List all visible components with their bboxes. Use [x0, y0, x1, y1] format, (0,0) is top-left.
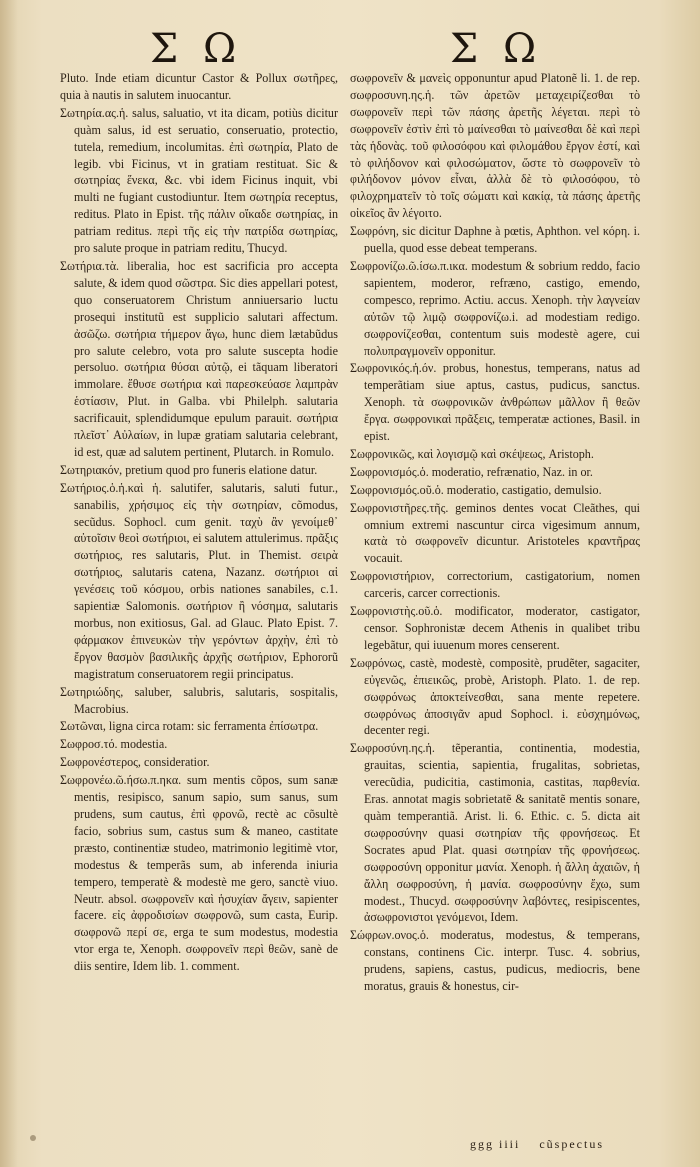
dictionary-entry: Σώφρων.ονος.ὁ. moderatus, modestus, & temperans, constans, continens Cic. interpr. Tusc. 4. sobrius, prudens, sapiens, castus, pudicus, mediocris, bene moratus, grauis & honestus, cir- — [350, 928, 640, 994]
dictionary-entry: Σωφρονιστήριον, correctorium, castigatorium, nomen carceris, carcer correctionis. — [350, 569, 640, 601]
catchword: cũspectus — [539, 1137, 604, 1151]
dictionary-entry: Σωφρόνως, castè, modestè, compositè, prudẽter, sagaciter, εὐγενῶς, ἐπιεικῶς, probè, Aristoph. Plato. 1. de rep. σωφρόνως ἀποκτείνεσθαι, sana mente repetere. σωφρόνως ἀποσιγᾶν apud Sophocl. i. εὐσχημόνως, decenter regi. — [350, 655, 640, 738]
right-column — [350, 70, 640, 995]
dictionary-entry: Σωφρονικῶς, καὶ λογισμῷ καὶ σκέψεως, Aristoph. — [350, 446, 594, 461]
dictionary-entry: Σωφρονιστῆρες.τῆς. geminos dentes vocat Cleãthes, qui omnium extremi nascuntur circa vigesimum annum, κατὰ τὸ σωφρονεῖν dicuntur. Aristoteles κραντῆρας vocauit. — [350, 500, 640, 566]
binding-shadow — [0, 0, 18, 1167]
dictionary-entry: Σωτήριος.ὁ.ἡ.καὶ ἡ. salutifer, salutaris, saluti futur., sanabilis, χρήσιμος εἰς τὴν σωτηρίαν, cõmodus, secũdus. Sophocl. cum genit. ταχὺ ἂν γενοίμεθ᾽ αὐτοῖσιν θεοὶ σωτήριοι, ei salutem attulerimus. πρᾶξις σωτήριος, res salutaris, Plut. in Themist. σειρὰ σωτήριος, salutaris catena, Nazanz. σωτήριοι αἱ γενέσεις τοῦ κόσμου, orbis nationes sanabiles, c.1. sapientiæ Salomonis. σωτήριον ἢ νόσημα, salutaris morbus, non exitiosus, Gal. ad Glauc. Plato Epist. 7. φάρμακον ἐπινευκὼν τὴν γερόντων ἀρχὴν, ἐπὶ τὸ ἔργον θασμὸν βασιλικῆς ἀρχῆς σωτήριον, Ephororũ magistratum conseruatorem regii principatus. — [60, 480, 338, 681]
dictionary-entry: Σωφρονίζω.ῶ.ίσω.π.ικα. modestum & sobrium reddo, facio sapientem, moderor, refræno, castigo, emendo, compesco, reprimo. Actiu. accus. Xenoph. τὴν λαγνείαν αὐτῶν τῷ λιμῷ σωφρονίζω.i. ad modestiam redigo. σωφρονίζεσθαι, contentum suis modestè agere, cui πολυπραγμονεῖν opponitur. — [350, 258, 640, 358]
dictionary-entry: Σωφρονέστερος, consideratior. — [60, 755, 210, 770]
dictionary-entry: σωφρονεῖν & μανεὶς opponuntur apud Platonẽ li. 1. de rep. σωφροσυνη.ης.ἡ. τῶν ἀρετῶν μεταχειρίζεσθαι τὸ σωφρονεῖν περὶ τῶν πάσης ἀρετῆς λέγεται. περὶ τὸ σωφρονεῖν ἐστὶν ἐπὶ τὸ μαίνεσθαι τὸ μαίνεσθαι δὲ καὶ περὶ τὰς ἡδονὰς. τοῦ φιλοσόφου καὶ φιλομάθου ἔργον ἐστί, καὶ τὸ φιλήδονον καὶ φιλοσώματον, ὥστε τὸ σωφρονεῖν τὸ φιλήδονον μόνον εἶναι, ἀλλὰ δὲ τὸ φιλοσόφου, τὸ φιλοχρηματεῖν τὸ τοῖς σώματι καὶ κακίᾳ, τὰ πάσης ἀρετῆς οἰκεῖος ἂν λέγοιτο. — [350, 71, 640, 221]
dictionary-entry: Σωφρονέω.ῶ.ήσω.π.ηκα. sum mentis cõpos, sum sanæ mentis, resipisco, sanum sapio, sum sanus, sum prudens, sum cautus, ἐπὶ φρονῶ, rectè ac cõsultè facio, sobrius sum, castus sum & maneo, castitate præsto, continentiæ studeo, matrimonio legitimè vtor, modestus & temperãs sum, ab inferenda iniuria tempero, temperatè & modestè me gero, sanctè viuo. Neutr. absol. σωφρονεῖν καὶ ἡσυχίαν ἄγειν, sapienter facere. εἰς ἀφροδισίων σωφρονῶ, sum casta, Eurip. σωφρονῶ περί σε, erga te sum modestus, modestia vtor erga te, Xenoph. σωφρονεῖν περὶ θεῶν, sanè de diis sentire, Idem lib. 1. comment. — [60, 773, 338, 974]
dictionary-entry: Σωφροσύνη.ης.ἡ. tẽperantia, continentia, modestia, grauitas, scientia, sapientia, frugalitas, sobrietas, verecũdia, pudicitia, castimonia, castitas, παρθενία. Eras. annotat magis sobrietatẽ & sanitatẽ mentis sonare, quàm temperantiã. Arist. li. 6. Ethic. c. 5. dicta ait σωφροσύνην quasi σωτηρίαν τῆς φρονήσεως. Et Socrates apud Plat. quasi σωτηρίαν τῆς φρονήσεως. σωφροσύνη opponitur μανία. Xenoph. ἡ ἄλλη ἀχαιῶν, ἡ ἄλλη σωφροσύνη, ἡ μανία. σωφροσύνην ἔχω, sum modest., Thucyd. σωφροσύνην λαβόντες, resipiscentes, ἀσωφρονιστοι γενόμενοι, Idem. — [350, 741, 640, 925]
dictionary-entry: Σωφρόνη, sic dicitur Daphne à pœtis, Aphthon. vel κόρη. i. puella, quod esse debeat temperans. — [350, 224, 640, 256]
dictionary-entry: Pluto. Inde etiam dicuntur Castor & Pollux σωτῆρες, quia à nautis in salutem inuocantur. — [60, 71, 338, 102]
dictionary-entry: Σωτηριακόν, pretium quod pro funeris elatione datur. — [60, 462, 318, 477]
page-footer — [470, 1137, 618, 1152]
dictionary-entry: Σωτῶναι, ligna circa rotam: sic ferramenta ἐπίσωτρα. — [60, 719, 319, 734]
signature-mark: ggg iiii — [470, 1137, 521, 1151]
running-head-right: Σ Ω — [450, 26, 543, 72]
dictionary-entry: Σωτηρία.ας.ἡ. salus, saluatio, vt ita dicam, potiùs dicitur quàm salus, id est seruatio, conseruatio, protectio, tutela, remedium, incolumitas. ἐπὶ σωτηρία, Plato de legib. vbi Ficinus, vt in gratiam restituat. Sic & σωτηρίας ἕνεκα, &c. vbi idem Ficinus inquit, vbi multi ne fugiant custodiuntur. Item σωτηρία receptus, reditus. Plato in Epist. τῆς πάλιν οἴκαδε σωτηρίας, in patriam reditus. περὶ τῆς εἰς τὴν πατρίδα σωτηρίας, pro salute proque in patriam reditu, Thucyd. — [60, 105, 338, 256]
dictionary-entry: Σωφροσ.τό. modestia. — [60, 737, 168, 752]
ink-spot — [30, 1135, 36, 1141]
dictionary-entry: Σωφρονικός.ἡ.όν. probus, honestus, temperans, natus ad temperãtiam siue aptus, castus, pudicus, sanctus. Xenoph. τὰ σωφρονικῶν ἀνθρώπων μᾶλλον ἢ θεῶν ἔργα. σωφρονικαὶ πρᾶξεις, temperatæ actiones, Basil. in epist. — [350, 361, 640, 444]
dictionary-entry: Σωφρονισμός.ὁ. moderatio, refrænatio, Naz. in or. — [350, 464, 593, 479]
dictionary-entry: Σωτηριώδης, saluber, salubris, salutaris, sospitalis, Macrobius. — [60, 684, 338, 716]
dictionary-entry: Σωτήρια.τὰ. liberalia, hoc est sacrificia pro accepta salute, & idem quod σῶστρα. Sic dies appellari potest, quo conseruatorem Christum anniuersario luctu prosequi institutũ est supplicio salutari affectum. ἀσῶζω. σωτήρια τήμερον ἄγω, hunc diem lætabũdus pro salute celebro, vota pro salute suscepta hodie persoluo. σωτήρια θύσαι αὐτῷ, ei tãquam liberatori immolare. ἔθυσε σωτήρια καὶ παρεσκεύασε λαμπρὰν ἑστίασιν, Plut. in Galba. vbi Philelph. salutaria sacrificauit, splendidumque epulum parauit. σωτήρια πλεῖστ᾽ Αὐλαίων, in lupæ gratiam salutaria celebrant, id est, quæ ad salutem pertinent, Plutarch. in Romulo. — [60, 258, 338, 459]
dictionary-entry: Σωφρονιστὴς.οῦ.ὁ. modificator, moderator, castigator, censor. Sophronistæ decem Athenis in qualibet tribu legebãtur, qui iuuenum mores censerent. — [350, 604, 640, 652]
running-head-left: Σ Ω — [150, 26, 243, 72]
left-column — [60, 70, 338, 975]
dictionary-entry: Σωφρονισμός.οῦ.ὁ. moderatio, castigatio, demulsio. — [350, 482, 602, 497]
